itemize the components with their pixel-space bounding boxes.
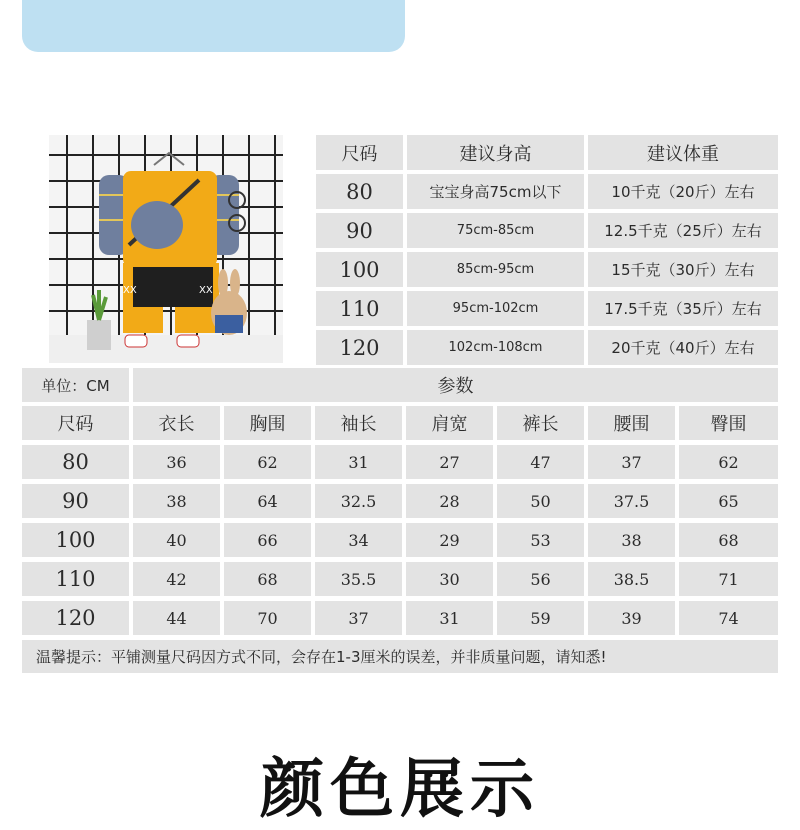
measure-header: 胸围 <box>224 406 311 440</box>
measure-cell: 50 <box>497 484 584 518</box>
svg-text:XX: XX <box>123 285 137 296</box>
top-row-height: 95cm-102cm <box>407 291 584 326</box>
measure-cell: 29 <box>406 523 493 557</box>
measure-cell: 38.5 <box>588 562 675 596</box>
measure-size-cell: 120 <box>22 601 129 635</box>
measure-cell: 44 <box>133 601 220 635</box>
svg-text:XX: XX <box>199 285 213 296</box>
top-banner <box>22 0 405 52</box>
measure-size-cell: 100 <box>22 523 129 557</box>
measure-cell: 64 <box>224 484 311 518</box>
measure-cell: 62 <box>224 445 311 479</box>
measure-header: 裤长 <box>497 406 584 440</box>
measure-cell: 34 <box>315 523 402 557</box>
measure-cell: 68 <box>679 523 778 557</box>
measure-cell: 56 <box>497 562 584 596</box>
measure-cell: 35.5 <box>315 562 402 596</box>
measure-cell: 38 <box>588 523 675 557</box>
top-header-size: 尺码 <box>316 135 403 170</box>
measure-cell: 68 <box>224 562 311 596</box>
top-row-height: 102cm-108cm <box>407 330 584 365</box>
measure-header: 尺码 <box>22 406 129 440</box>
measure-header: 衣长 <box>133 406 220 440</box>
measure-cell: 65 <box>679 484 778 518</box>
unit-label: 单位：CM <box>22 368 129 402</box>
top-row-weight: 10千克（20斤）左右 <box>588 174 778 209</box>
measure-cell: 47 <box>497 445 584 479</box>
measure-cell: 53 <box>497 523 584 557</box>
measure-cell: 37 <box>588 445 675 479</box>
top-row-size: 110 <box>316 291 403 326</box>
measure-cell: 31 <box>315 445 402 479</box>
top-row-weight: 20千克（40斤）左右 <box>588 330 778 365</box>
measure-cell: 38 <box>133 484 220 518</box>
measurement-note: 温馨提示：平铺测量尺码因方式不同，会存在1-3厘米的误差，并非质量问题，请知悉! <box>22 640 778 673</box>
measure-size-cell: 80 <box>22 445 129 479</box>
measure-cell: 31 <box>406 601 493 635</box>
measure-cell: 28 <box>406 484 493 518</box>
top-row-weight: 12.5千克（25斤）左右 <box>588 213 778 248</box>
product-photo <box>49 135 283 363</box>
measure-cell: 42 <box>133 562 220 596</box>
measure-header: 肩宽 <box>406 406 493 440</box>
measure-size-cell: 90 <box>22 484 129 518</box>
measure-cell: 36 <box>133 445 220 479</box>
measure-cell: 59 <box>497 601 584 635</box>
measure-cell: 71 <box>679 562 778 596</box>
measure-cell: 30 <box>406 562 493 596</box>
measure-cell: 62 <box>679 445 778 479</box>
measure-header: 腰围 <box>588 406 675 440</box>
measure-cell: 37.5 <box>588 484 675 518</box>
measure-size-cell: 110 <box>22 562 129 596</box>
measure-cell: 27 <box>406 445 493 479</box>
measure-cell: 40 <box>133 523 220 557</box>
top-row-weight: 15千克（30斤）左右 <box>588 252 778 287</box>
measure-header: 袖长 <box>315 406 402 440</box>
measure-cell: 70 <box>224 601 311 635</box>
top-header-height: 建议身高 <box>407 135 584 170</box>
section-title: 颜色展示 <box>260 753 540 827</box>
measure-cell: 32.5 <box>315 484 402 518</box>
top-row-height: 宝宝身高75cm以下 <box>407 174 584 209</box>
measure-cell: 39 <box>588 601 675 635</box>
top-row-size: 120 <box>316 330 403 365</box>
top-row-size: 100 <box>316 252 403 287</box>
measure-cell: 74 <box>679 601 778 635</box>
top-row-size: 90 <box>316 213 403 248</box>
top-row-size: 80 <box>316 174 403 209</box>
measure-cell: 37 <box>315 601 402 635</box>
params-group-header: 参数 <box>133 368 778 402</box>
top-row-height: 75cm-85cm <box>407 213 584 248</box>
measure-header: 臀围 <box>679 406 778 440</box>
top-row-weight: 17.5千克（35斤）左右 <box>588 291 778 326</box>
top-row-height: 85cm-95cm <box>407 252 584 287</box>
top-header-weight: 建议体重 <box>588 135 778 170</box>
measure-cell: 66 <box>224 523 311 557</box>
